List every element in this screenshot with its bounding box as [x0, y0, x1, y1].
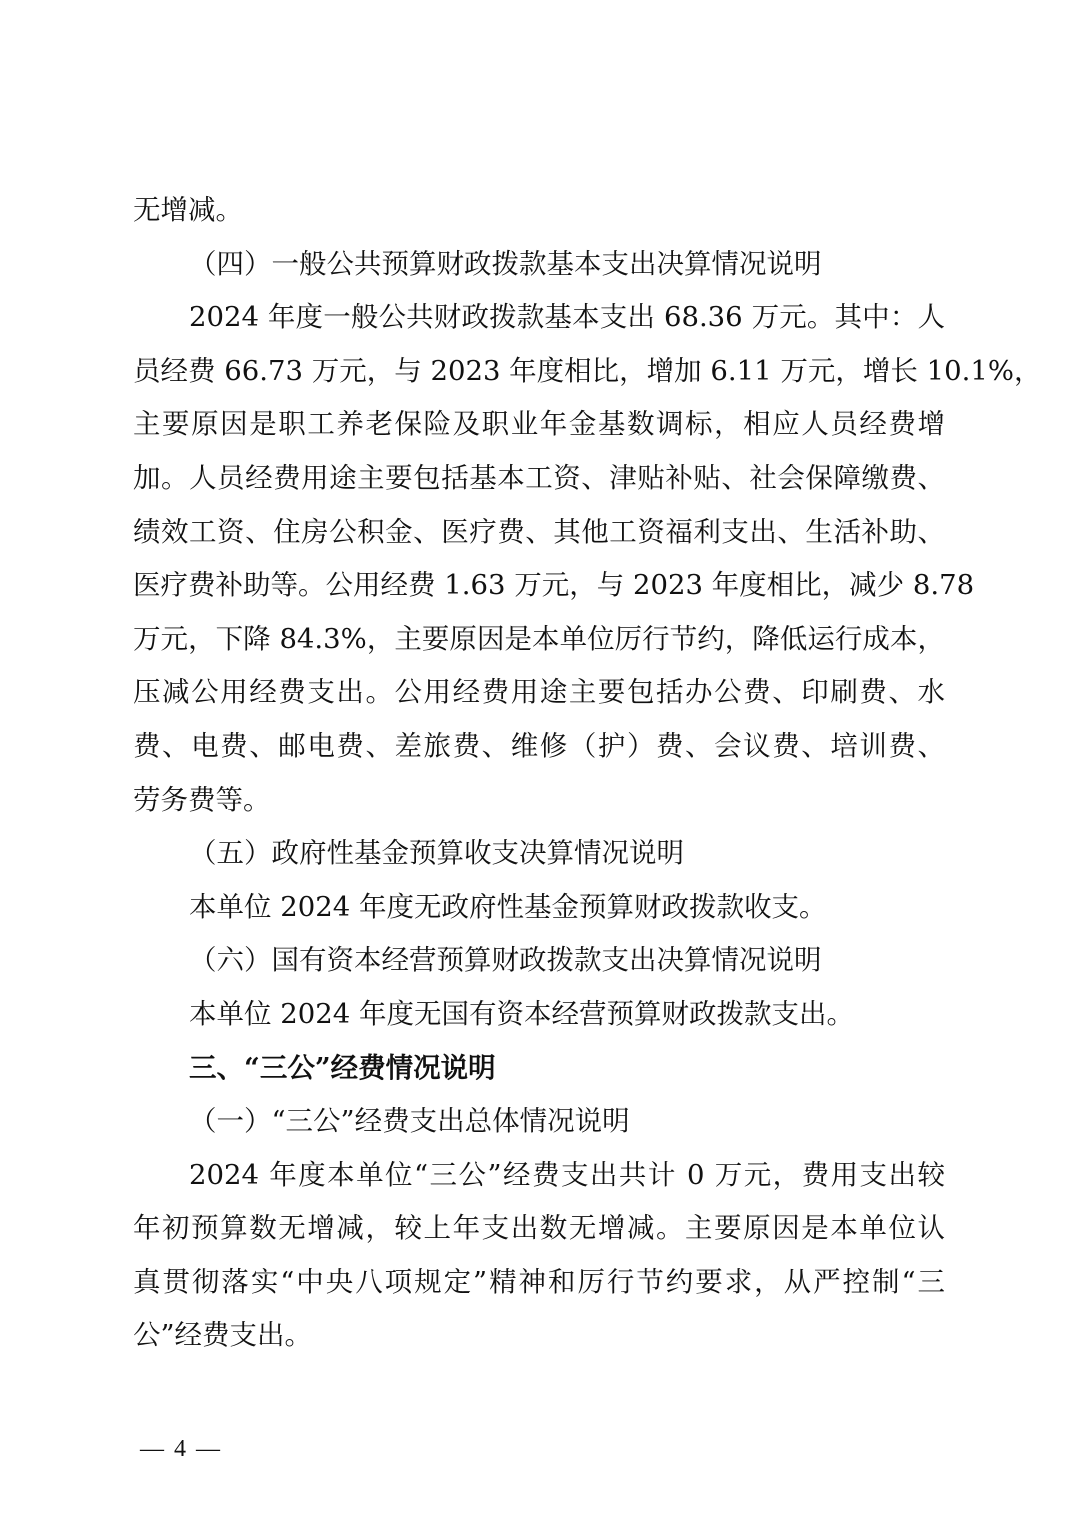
text-line: 年初预算数无增减，较上年支出数无增减。主要原因是本单位认 [133, 1212, 945, 1245]
subsection-heading [133, 1095, 945, 1149]
text-line: 真贯彻落实“中央八项规定”精神和厉行节约要求，从严控制“三 [133, 1265, 945, 1298]
text-line: 费、电费、邮电费、差旅费、维修（护）费、会议费、培训费、 [133, 729, 945, 762]
text-line: 2024 年度一般公共财政拨款基本支出 68.36 万元。其中：人 [189, 301, 945, 334]
text-line: 公”经费支出。 [133, 1319, 313, 1352]
paragraph [133, 988, 945, 1042]
document-body [133, 184, 1042, 1363]
paragraph [133, 881, 945, 935]
text-line: （五）政府性基金预算收支决算情况说明 [189, 837, 684, 870]
text-line: （四）一般公共预算财政拨款基本支出决算情况说明 [189, 247, 822, 280]
paragraph [133, 184, 945, 238]
text-line: 主要原因是职工养老保险及职业年金基数调标，相应人员经费增 [133, 408, 945, 441]
paragraph [133, 1149, 945, 1363]
text-line: 员经费 66.73 万元，与 2023 年度相比，增加 6.11 万元，增长 10.1%， [133, 354, 1042, 387]
text-line: 绩效工资、住房公积金、医疗费、其他工资福利支出、生活补助、 [133, 515, 945, 548]
page-number: — 4 — [140, 1436, 222, 1462]
text-line: 本单位 2024 年度无国有资本经营预算财政拨款支出。 [189, 997, 854, 1030]
text-line: 万元，下降 84.3%，主要原因是本单位厉行节约，降低运行成本， [133, 622, 945, 655]
text-line: 三、“三公”经费情况说明 [189, 1051, 496, 1084]
text-line: 压减公用经费支出。公用经费用途主要包括办公费、印刷费、水 [133, 676, 945, 709]
text-line: 2024 年度本单位“三公”经费支出共计 0 万元，费用支出较 [189, 1158, 945, 1191]
text-line: 劳务费等。 [133, 783, 271, 816]
subsection-heading [133, 934, 945, 988]
text-line: 无增减。 [133, 194, 243, 226]
section-heading [133, 1042, 945, 1096]
text-line: （一）“三公”经费支出总体情况说明 [189, 1105, 630, 1138]
text-line: 本单位 2024 年度无政府性基金预算财政拨款收支。 [189, 890, 827, 923]
text-line: 加。人员经费用途主要包括基本工资、津贴补贴、社会保障缴费、 [133, 461, 945, 494]
subsection-heading [133, 238, 945, 292]
paragraph [133, 291, 1042, 827]
text-line: （六）国有资本经营预算财政拨款支出决算情况说明 [189, 944, 822, 977]
text-line: 医疗费补助等。公用经费 1.63 万元，与 2023 年度相比，减少 8.78 [133, 569, 975, 602]
subsection-heading [133, 827, 945, 881]
